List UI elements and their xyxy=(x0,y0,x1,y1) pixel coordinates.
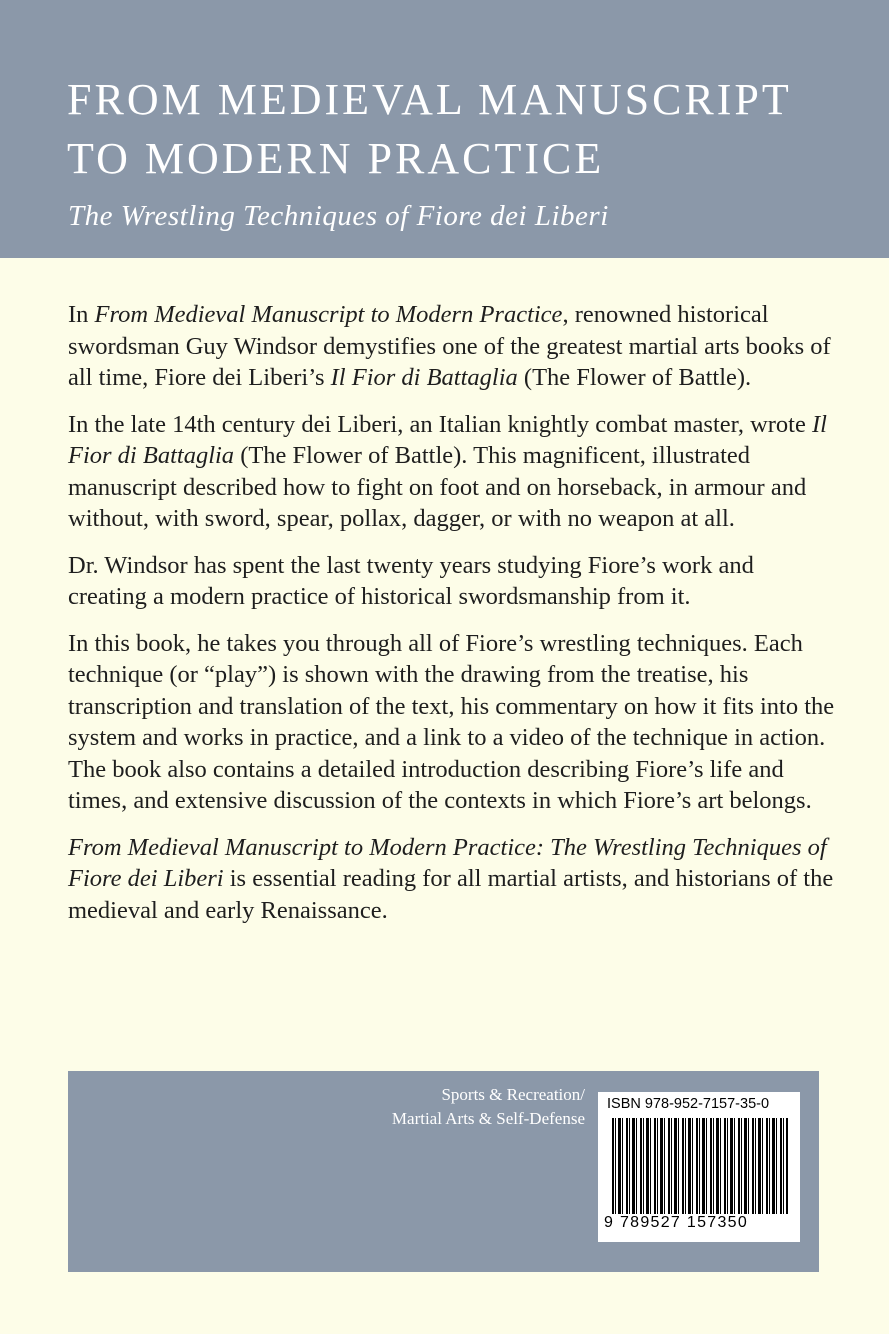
blurb-paragraph-3: Dr. Windsor has spent the last twenty years studying Fiore’s work and creating a modern practice of historical swordsmanship from it. xyxy=(68,551,754,610)
blurb-paragraph-5: From Medieval Manuscript to Modern Practice: The Wrestling Techniques of Fiore dei Liberi is essential reading for all martial artists, and historians of the medieval and early Renaissance. xyxy=(68,833,834,924)
category-line-2: Martial Arts & Self-Defense xyxy=(391,1109,585,1128)
bisac-category xyxy=(392,1083,585,1131)
barcode-number: 9 789527 157350 xyxy=(604,1214,749,1231)
title-band xyxy=(0,0,889,258)
category-line-1: Sports & Recreation/ xyxy=(441,1085,585,1104)
blurb-paragraph-4: In this book, he takes you through all of Fiore’s wrestling techniques. Each technique (or “play”) is shown with the drawing from the treatise, his transcription and translation of the text, his commentary on how it fits into the system and works in practice, and a link to a video of the technique in action. The book also contains a detailed introduction describing Fiore’s life and times, and extensive discussion of the contexts in which Fiore’s art belongs. xyxy=(68,629,835,814)
blurb-paragraph-1: In From Medieval Manuscript to Modern Practice, renowned historical swordsman Guy Windsor demystifies one of the greatest martial arts books of all time, Fiore dei Liberi’s Il Fior di Battaglia (The Flower of Battle). xyxy=(68,301,831,391)
barcode-bars xyxy=(612,1118,788,1214)
isbn-label: ISBN 978-952-7157-35-0 xyxy=(607,1096,770,1112)
book-title-line-1: FROM MEDIEVAL MANUSCRIPT xyxy=(67,75,792,124)
book-title-line-2: TO MODERN PRACTICE xyxy=(67,134,605,183)
footer-band xyxy=(68,1071,819,1272)
book-title xyxy=(67,70,792,188)
blurb-paragraph-2: In the late 14th century dei Liberi, an Italian knightly combat master, wrote Il Fior di Battaglia (The Flower of Battle). This magnificent, illustrated manuscript described how to fight on foot and on horseback, in armour and without, with sword, spear, pollax, dagger, or with no weapon at all. xyxy=(68,410,827,532)
isbn-barcode xyxy=(598,1092,800,1242)
book-subtitle: The Wrestling Techniques of Fiore dei Liberi xyxy=(68,200,609,232)
back-cover-blurb xyxy=(68,299,838,941)
